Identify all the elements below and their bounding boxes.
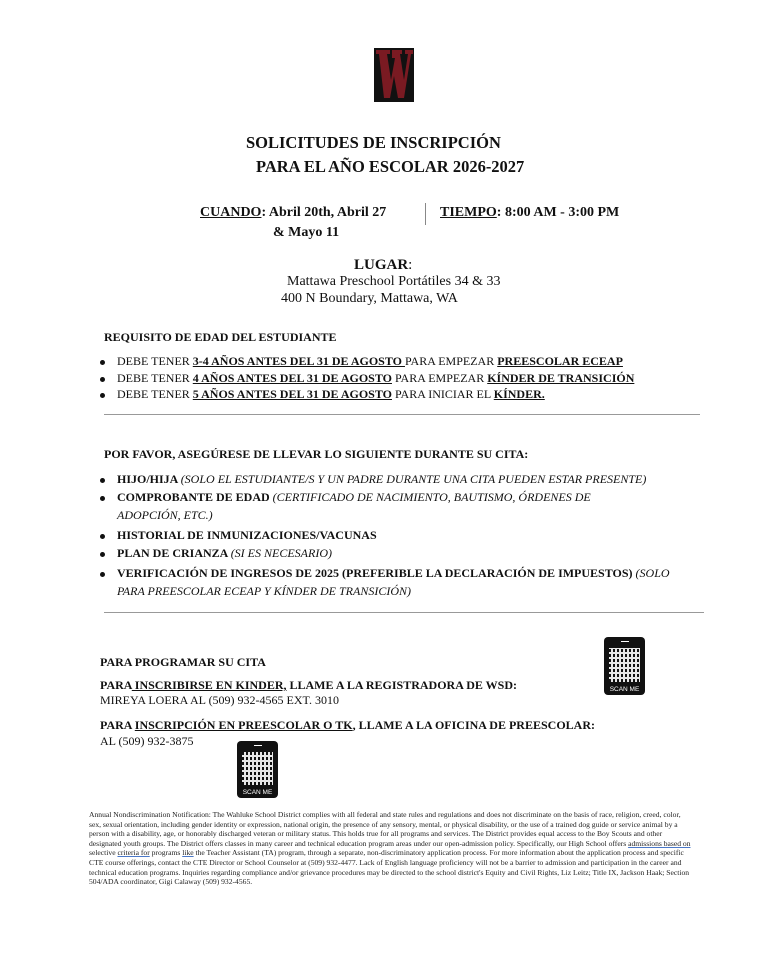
age-item: DEBE TENER 3-4 AÑOS ANTES DEL 31 DE AGOSTO PARA EMPEZAR PREESCOLAR ECEAP xyxy=(117,354,623,368)
bring-item: COMPROBANTE DE EDAD (CERTIFICADO DE NACIMIENTO, BAUTISMO, ÓRDENES DE xyxy=(117,490,591,504)
when-dates: : Abril 20th, Abril 27 xyxy=(261,205,387,220)
nondiscrimination-notice: Annual Nondiscrimination Notification: The Wahluke School District complies with all federal and state rules and regulations and does not discriminate on the basis of race, religion, creed, color, sex, sexual orientation, including gender identity or expression, national origin, the presence of any sensory, mental, or physical disability, or the use of a trained dog guide or service animal by a person with a disability, age, or honorably discharged veteran or military status. This holds true for all programs and services. The District provides equal access to the Boy Scouts and other designated youth groups. The District offers classes in many career and technical education program areas under our open-admission policy. Specifically, our High School offers admissions based on selective criteria for programs like the Teacher Assistant (TA) program, through a separate, non-discriminatory application process. For more information about the application process and specific CTE course offerings, contact the CTE Director or School Counselor at (509) 932-4477. Lack of English language proficiency will not be a barrier to admission and participation in the career and technical education programs. Inquiries regarding compliance and/or grievance procedures may be directed to the school district's Equity and Civil Rights, Liz Leitz; Title IX, Jackson Haak; Section 504/ADA coordinator, Gigi Calaway (509) 932-4565. xyxy=(89,810,691,887)
preschool-line: PARA INSCRIPCIÓN EN PREESCOLAR O TK, LLAME A LA OFICINA DE PREESCOLAR: xyxy=(100,718,595,732)
bullet-icon xyxy=(100,478,105,483)
kinder-contact: MIREYA LOERA AL (509) 932-4565 EXT. 3010 xyxy=(100,693,339,707)
time-value: : 8:00 AM - 3:00 PM xyxy=(496,205,620,220)
age-heading: REQUISITO DE EDAD DEL ESTUDIANTE xyxy=(104,330,337,344)
place-line-1: Mattawa Preschool Portátiles 34 & 33 xyxy=(287,274,501,289)
title-line-1: SOLICITUDES DE INSCRIPCIÓN xyxy=(246,133,501,152)
school-logo xyxy=(372,46,416,104)
separator xyxy=(104,612,704,613)
bring-heading: POR FAVOR, ASEGÚRESE DE LLEVAR LO SIGUIENTE DURANTE SU CITA: xyxy=(104,447,529,461)
bullet-icon xyxy=(100,360,105,365)
bring-item: PLAN DE CRIANZA (SI ES NECESARIO) xyxy=(117,546,332,560)
bullet-icon xyxy=(100,572,105,577)
age-item: DEBE TENER 5 AÑOS ANTES DEL 31 DE AGOSTO PARA INICIAR EL KÍNDER. xyxy=(117,387,545,401)
bullet-icon xyxy=(100,534,105,539)
qr-icon xyxy=(609,648,640,682)
w-logo-icon xyxy=(372,46,416,104)
place-label-text: LUGAR xyxy=(354,257,409,273)
place-line-2: 400 N Boundary, Mattawa, WA xyxy=(281,291,458,306)
when-label: CUANDO xyxy=(200,205,262,220)
age-item: DEBE TENER 4 AÑOS ANTES DEL 31 DE AGOSTO PARA EMPEZAR KÍNDER DE TRANSICIÓN xyxy=(117,371,635,385)
time-line xyxy=(440,205,619,221)
kinder-line: PARA INSCRIBIRSE EN KINDER, LLAME A LA REGISTRADORA DE WSD: xyxy=(100,678,517,692)
bullet-icon xyxy=(100,552,105,557)
scan-me-label: SCAN ME xyxy=(609,686,640,693)
bullet-icon xyxy=(100,393,105,398)
when-dates-2: & Mayo 11 xyxy=(273,225,340,240)
when-line xyxy=(200,205,386,221)
bring-item-cont: ADOPCIÓN, ETC.) xyxy=(117,508,213,522)
separator xyxy=(104,414,700,415)
time-label: TIEMPO xyxy=(440,205,497,220)
bring-item: VERIFICACIÓN DE INGRESOS DE 2025 (PREFERIBLE LA DECLARACIÓN DE IMPUESTOS) (SOLO xyxy=(117,566,670,580)
qr-icon xyxy=(242,752,273,785)
qr-code-preschool[interactable] xyxy=(237,741,278,798)
bullet-icon xyxy=(100,377,105,382)
bullet-icon xyxy=(100,496,105,501)
schedule-heading: PARA PROGRAMAR SU CITA xyxy=(100,655,266,669)
place-label xyxy=(354,257,412,274)
bring-item: HISTORIAL DE INMUNIZACIONES/VACUNAS xyxy=(117,528,377,542)
qr-code-kinder[interactable] xyxy=(604,637,645,695)
bring-item-cont: PARA PREESCOLAR ECEAP Y KÍNDER DE TRANSICIÓN) xyxy=(117,584,411,598)
place-colon: : xyxy=(408,257,413,273)
scan-me-label: SCAN ME xyxy=(242,789,273,796)
title-line-2: PARA EL AÑO ESCOLAR 2026-2027 xyxy=(256,157,525,176)
preschool-contact: AL (509) 932-3875 xyxy=(100,734,194,748)
divider xyxy=(425,203,426,225)
bring-item: HIJO/HIJA (SOLO EL ESTUDIANTE/S Y UN PADRE DURANTE UNA CITA PUEDEN ESTAR PRESENTE) xyxy=(117,472,647,486)
